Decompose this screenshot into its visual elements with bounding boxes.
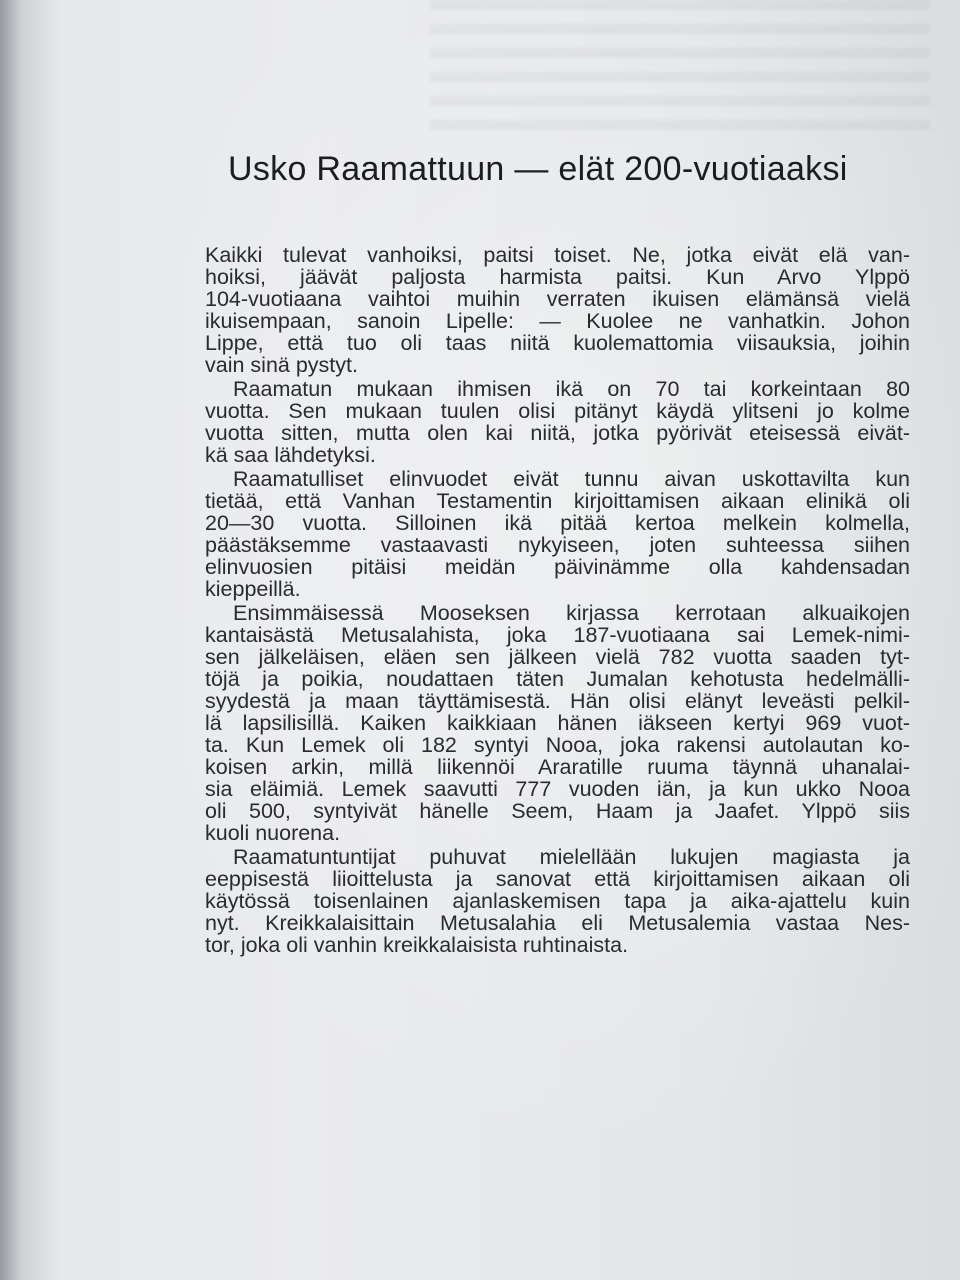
text-line: lä lapsilisillä. Kaiken kaikkiaan hänen iäkseen kertyi 969 vuot- bbox=[205, 711, 910, 735]
text-line: 20—30 vuotta. Silloinen ikä pitää kertoa melkein kolmella, bbox=[205, 511, 910, 535]
article-body bbox=[205, 244, 910, 958]
bleed-through-text bbox=[430, 0, 930, 140]
text-line: sen jälkeläisen, eläen sen jälkeen vielä 782 vuotta saaden tyt- bbox=[205, 645, 910, 669]
text-line: kantaisästä Metusalahista, joka 187-vuotiaana sai Lemek-nimi- bbox=[205, 623, 910, 647]
text-line: vuotta. Sen mukaan tuulen olisi pitänyt käydä ylitseni jo kolme bbox=[205, 399, 910, 423]
text-line: Kaikki tulevat vanhoiksi, paitsi toiset. Ne, jotka eivät elä van- bbox=[205, 243, 910, 267]
text-line: päästäksemme vastaavasti nykyiseen, joten suhteessa siihen bbox=[205, 533, 910, 557]
paragraph-5 bbox=[205, 846, 910, 956]
text-line: sia eläimiä. Lemek saavutti 777 vuoden iän, ja kun ukko Nooa bbox=[205, 777, 910, 801]
text-line: Ensimmäisessä Mooseksen kirjassa kerrotaan alkuaikojen bbox=[233, 601, 910, 625]
paragraph-3 bbox=[205, 468, 910, 600]
paragraph-2 bbox=[205, 378, 910, 466]
text-line: kieppeillä. bbox=[205, 577, 301, 601]
text-line: oli 500, syntyivät hänelle Seem, Haam ja Jaafet. Ylppö siis bbox=[205, 799, 910, 823]
text-line: Raamatulliset elinvuodet eivät tunnu aivan uskottavilta kun bbox=[233, 467, 910, 491]
text-line: tor, joka oli vanhin kreikkalaisista ruhtinaista. bbox=[205, 933, 629, 957]
spine-shadow bbox=[0, 0, 22, 1280]
text-line: Lippe, että tuo oli taas niitä kuolemattomia viisauksia, joihin bbox=[205, 331, 910, 355]
text-line: 104-vuotiaana vaihtoi muihin verraten ikuisen elämänsä vielä bbox=[205, 287, 910, 311]
paragraph-4 bbox=[205, 602, 910, 844]
text-line: nyt. Kreikkalaisittain Metusalahia eli Metusalemia vastaa Nes- bbox=[205, 911, 910, 935]
paragraph-1 bbox=[205, 244, 910, 376]
text-line: vuotta sitten, mutta olen kai niitä, jotka pyörivät eteisessä eivät- bbox=[205, 421, 910, 445]
text-line: käytössä toisenlainen ajanlaskemisen tapa ja aika-ajattelu kuin bbox=[205, 889, 910, 913]
text-line: töjä ja poikia, noudattaen täten Jumalan kehotusta hedelmälli- bbox=[205, 667, 910, 691]
text-line: hoiksi, jäävät paljosta harmista paitsi. Kun Arvo Ylppö bbox=[205, 265, 910, 289]
article-title: Usko Raamattuun — elät 200-vuotiaaksi bbox=[228, 150, 848, 188]
text-line: tietää, että Vanhan Testamentin kirjoittamisen aikaan elinikä oli bbox=[205, 489, 910, 513]
text-line: ikuisempaan, sanoin Lipelle: — Kuolee ne vanhatkin. Johon bbox=[205, 309, 910, 333]
text-line: eeppisestä liioittelusta ja sanovat että kirjoittamisen aikaan oli bbox=[205, 867, 910, 891]
text-line: ta. Kun Lemek oli 182 syntyi Nooa, joka rakensi autolautan ko- bbox=[205, 733, 910, 757]
text-line: kuoli nuorena. bbox=[205, 821, 341, 845]
text-line: Raamatun mukaan ihmisen ikä on 70 tai korkeintaan 80 bbox=[233, 377, 910, 401]
text-line: vain sinä pystyt. bbox=[205, 353, 358, 377]
text-line: kä saa lähdetyksi. bbox=[205, 443, 376, 467]
text-line: elinvuosien pitäisi meidän päivinämme olla kahdensadan bbox=[205, 555, 910, 579]
text-line: Raamatuntuntijat puhuvat mielellään lukujen magiasta ja bbox=[233, 845, 910, 869]
text-line: koisen arkin, millä liikennöi Araratille ruuma täynnä uhanalai- bbox=[205, 755, 910, 779]
text-line: syydestä ja maan täyttämisestä. Hän olisi elänyt leveästi pelkil- bbox=[205, 689, 910, 713]
